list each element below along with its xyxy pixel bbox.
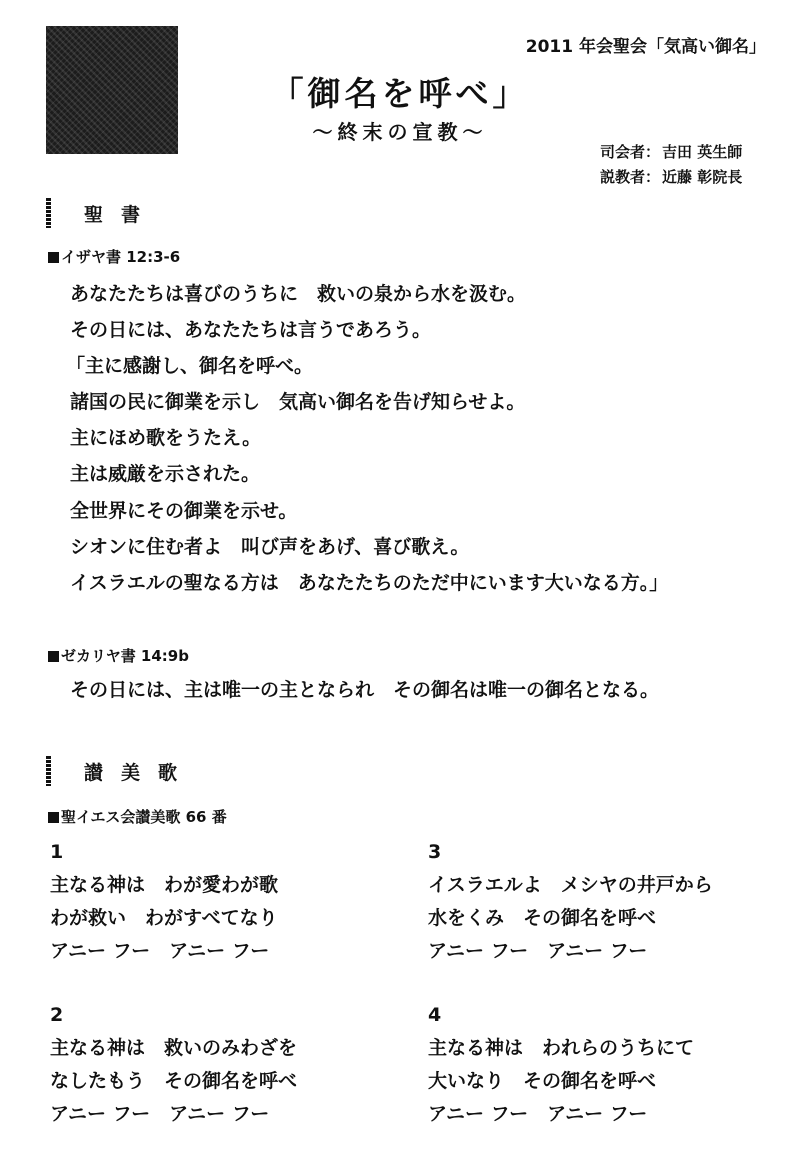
verse-line: 主にほめ歌をうたえ。 [70, 427, 262, 450]
verse-line: その日には、あなたたちは言うであろう。 [70, 319, 432, 342]
staff-name: 近藤 彰院長 [662, 168, 743, 186]
stanza-line: 主なる神は わが愛わが歌 [50, 874, 279, 896]
section-label: 聖書 [84, 204, 159, 226]
verse-line: イスラエルの聖なる方は あなたたちのただ中にいます大いなる方。」 [70, 571, 669, 594]
staff-preacher [600, 165, 780, 190]
stanza-number: 3 [428, 841, 442, 863]
stanza-line: 大いなり その御名を呼べ [428, 1070, 657, 1092]
square-bullet-icon [48, 812, 59, 823]
section-label: 讃美歌 [84, 762, 196, 784]
section-bar [46, 198, 51, 228]
passage-reference: イザヤ書 12:3-6 [48, 246, 180, 267]
stanza-line: 水をくみ その御名を呼べ [428, 907, 657, 929]
stanza-line: アニー フー アニー フー [50, 1103, 270, 1125]
section-bar [46, 756, 51, 786]
event-title: 2011 年会聖会「気高い御名」 [525, 37, 766, 57]
staff-name: 吉田 英生師 [662, 143, 743, 161]
passage-reference: ゼカリヤ書 14:9b [48, 645, 189, 666]
stanza-line: アニー フー アニー フー [428, 940, 648, 962]
staff-role: 司会者： [600, 143, 661, 161]
square-bullet-icon [48, 252, 59, 263]
staff-role: 説教者： [600, 168, 661, 186]
verse-line: シオンに住む者よ 叫び声をあげ、喜び歌え。 [70, 535, 470, 558]
verse-line: 主は威厳を示された。 [70, 463, 261, 486]
hymn-stanza-3 [428, 836, 768, 968]
staff-list [600, 140, 780, 190]
isaiah-verses [66, 276, 790, 601]
stanza-line: 主なる神は 救いのみわざを [50, 1037, 298, 1059]
verse-line: 「主に感謝し、御名を呼べ。 [66, 355, 314, 378]
verse-line: 諸国の民に御業を示し 気高い御名を告げ知らせよ。 [70, 391, 526, 414]
verse-line: あなたたちは喜びのうちに 救いの泉から水を汲む。 [70, 283, 527, 305]
stanza-number: 4 [428, 1004, 442, 1026]
hymn-title: 聖イエス会讃美歌 66 番 [48, 806, 227, 827]
stanza-line: わが救い わがすべてなり [50, 907, 278, 929]
stanza-line: アニー フー アニー フー [50, 940, 270, 962]
stanza-number: 2 [50, 1004, 64, 1026]
verse-line: 全世界にその御業を示せ。 [70, 499, 298, 522]
square-bullet-icon [48, 651, 59, 662]
sermon-title: 「御名を呼べ」 [270, 74, 530, 113]
stanza-line: イスラエルよ メシヤの井戸から [428, 874, 713, 896]
hymn-stanza-1 [50, 836, 390, 968]
stanza-number: 1 [50, 841, 64, 863]
hymn-stanza-2 [50, 999, 390, 1131]
stanza-line: なしたもう その御名を呼べ [50, 1070, 298, 1092]
stanza-line: アニー フー アニー フー [428, 1103, 648, 1125]
sermon-subtitle: ～終末の宣教～ [312, 120, 488, 144]
stanza-line: 主なる神は われらのうちにて [428, 1037, 695, 1059]
hymn-stanza-4 [428, 999, 768, 1131]
zechariah-verse: その日には、主は唯一の主となられ その御名は唯一の御名となる。 [70, 679, 660, 701]
staff-presider [600, 140, 780, 165]
